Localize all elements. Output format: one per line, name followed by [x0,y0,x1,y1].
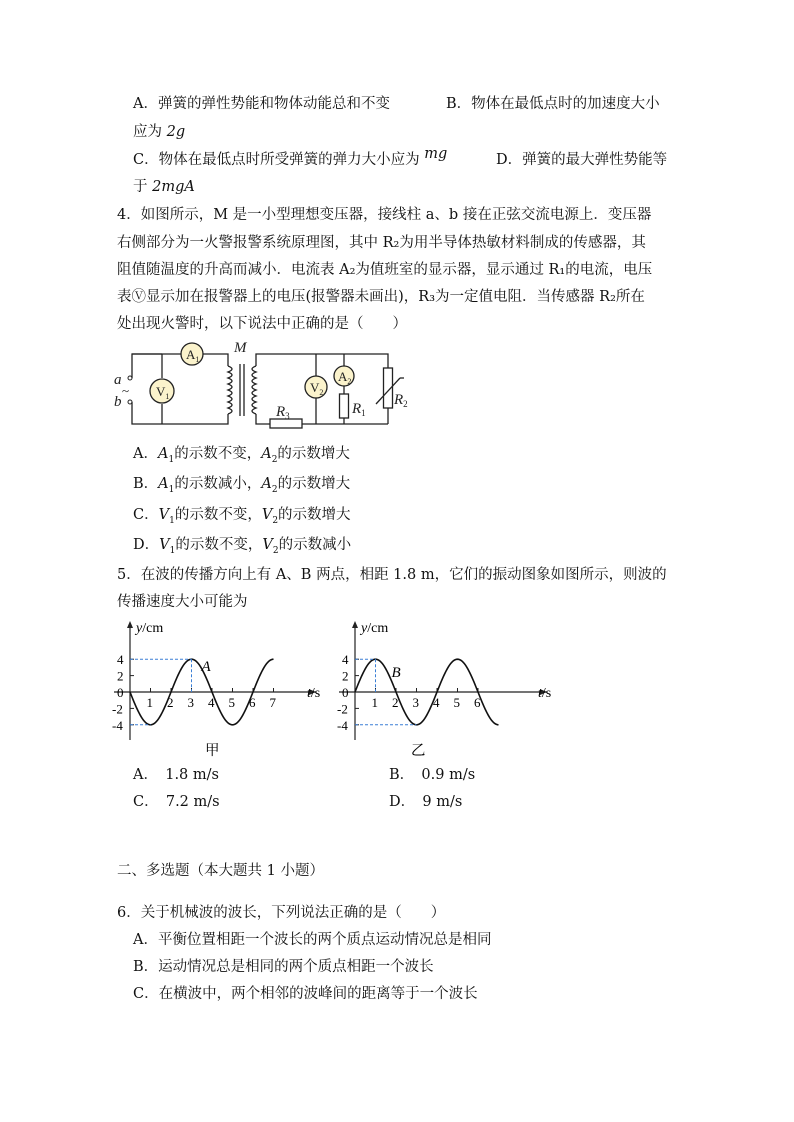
q5-stem-line2: 传播速度大小可能为 [117,594,248,610]
q3-option-d: D．弹簧的最大弹性势能等 [496,152,668,168]
q5-option-a: A． 1.8 m/s [133,767,219,783]
y-tick-label: -4 [337,717,348,733]
x-tick-label: 6 [474,695,481,710]
meter-v1-label: $V_1$ [156,384,170,401]
y-tick-label: 4 [342,652,349,668]
q4-stem-line4: 表Ⓥ显示加在报警器上的电压(报警器未画出)，R₃为一定值电阻．当传感器 R₂所在 [117,289,645,305]
q4-stem-line5: 处出现火警时，以下说法中正确的是（ ） [117,316,407,332]
y-tick-label: 2 [342,668,349,684]
y-tick-label: 2 [117,668,124,684]
q6-option-a: A．平衡位置相距一个波长的两个质点运动情况总是相同 [133,932,492,948]
ac-source-symbol: ~ [122,383,130,398]
q4-option-c: C．$V_1$的示数不变，$V_2$的示数增大 [133,507,351,526]
q4-stem-line2: 右侧部分为一火警报警系统原理图，其中 R₂为用半导体热敏材料制成的传感器，其 [117,235,646,251]
point-label: B [391,665,401,682]
q3-option-d-cont: 于 2mgA [133,179,195,195]
chart-caption: 甲 [205,743,220,759]
x-axis-label: t/s [538,686,552,701]
y-tick-label: 4 [117,652,124,668]
x-tick-label: 3 [412,695,419,710]
y-axis-label: y/cm [136,621,164,636]
q5-stem-line1: 5．在波的传播方向上有 A、B 两点，相距 1.8 m，它们的振动图象如图所示，则波的 [117,567,667,583]
x-tick-label: 6 [249,695,256,710]
x-tick-label: 2 [392,695,399,710]
q5-option-d: D． 9 m/s [389,794,463,810]
r3-label: $R_3$ [276,404,290,421]
y-axis-arrow [127,621,133,628]
r1-label: $R_1$ [352,401,366,418]
y-tick-label: -4 [112,717,123,733]
x-tick-label: 2 [167,695,174,710]
y-tick-label: -2 [112,701,123,717]
transformer-circuit-diagram [110,338,420,438]
point-label: A [201,659,211,676]
meter-v2-label: $V_2$ [310,380,324,397]
x-tick-label: 4 [433,695,440,710]
meter-a2-label: $A_2$ [338,369,352,386]
q4-option-b: B．$A_1$的示数减小，$A_2$的示数增大 [133,476,351,495]
y-axis-arrow [352,621,358,628]
q3-option-b-cont: 应为 2g [133,124,186,140]
q4-stem-line1: 4．如图所示，M 是一小型理想变压器，接线柱 a、b 接在正弦交流电源上．变压器 [117,207,652,223]
x-tick-label: 5 [453,695,460,710]
x-tick-label: 4 [208,695,215,710]
q5-option-c: C． 7.2 m/s [133,794,220,810]
q6-stem: 6．关于机械波的波长，下列说法正确的是（ ） [117,905,446,921]
x-tick-label: 5 [228,695,235,710]
terminal-a-label: a [114,372,122,388]
transformer-label: M [234,340,247,356]
q5-option-b: B． 0.9 m/s [389,767,476,783]
vibration-chart-yi [335,615,555,765]
x-axis-label: t/s [307,686,321,701]
chart-0-group [112,621,320,759]
q4-stem-line3: 阻值随温度的升高而减小．电流表 A₂为值班室的显示器，显示通过 R₁的电流，电压 [117,262,653,278]
chart-1-group [337,621,551,759]
q4-option-d: D．$V_1$的示数不变，$V_2$的示数减小 [133,537,352,556]
q4-option-a: A．$A_1$的示数不变，$A_2$的示数增大 [133,446,350,465]
x-tick-label: 7 [269,695,276,710]
y-tick-label: -2 [337,701,348,717]
meter-a1-label: $A_1$ [186,347,200,364]
vibration-chart-jia [110,615,325,765]
q3-option-a: A．弹簧的弹性势能和物体动能总和不变 [133,96,390,112]
y-axis-label: y/cm [361,621,389,636]
x-tick-label: 3 [187,695,194,710]
origin-label: 0 [342,685,349,700]
chart-caption: 乙 [411,743,426,759]
x-tick-label: 1 [371,695,378,710]
terminal-b-label: b [114,394,122,410]
x-tick-label: 1 [146,695,153,710]
q3-option-c: C．物体在最低点时所受弹簧的弹力大小应为 mg [133,146,448,168]
q6-option-b: B．运动情况总是相同的两个质点相距一个波长 [133,959,434,975]
q3-option-b: B．物体在最低点时的加速度大小 [446,96,660,112]
r2-label: $R_2$ [394,392,408,409]
section-heading: 二、多选题（本大题共 1 小题） [117,863,324,879]
q6-option-c: C．在横波中，两个相邻的波峰间的距离等于一个波长 [133,986,478,1002]
origin-label: 0 [117,685,124,700]
